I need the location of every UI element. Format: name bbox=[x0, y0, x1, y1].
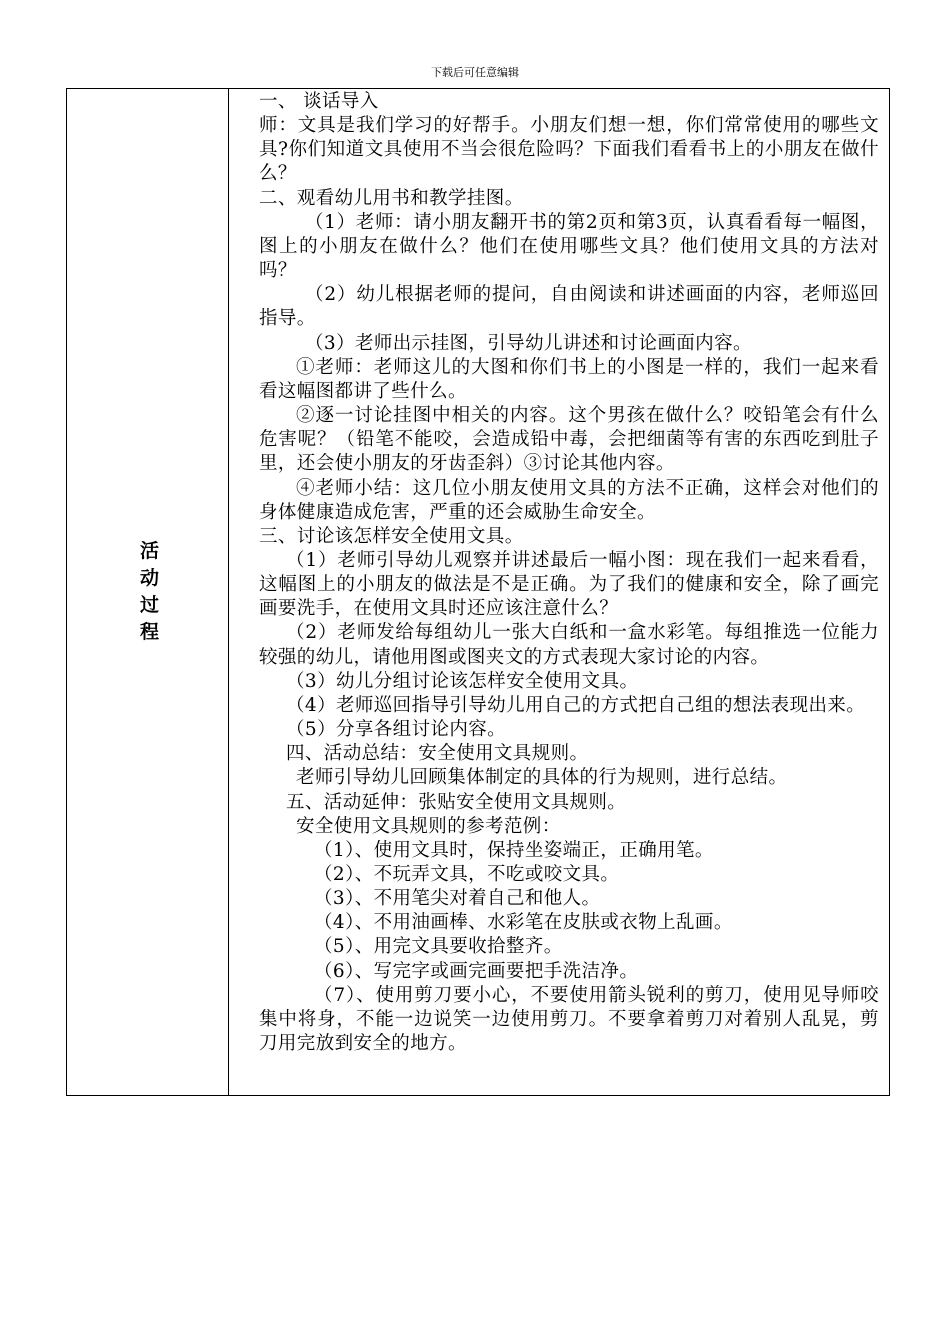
rule-item: （5）、用完文具要收拾整齐。 bbox=[314, 936, 563, 958]
paragraph: （3）老师出示挂图，引导幼儿讲述和讨论画面内容。 bbox=[305, 332, 752, 354]
paragraph: ②逐一讨论挂图中相关的内容。这个男孩在做什么？咬铅笔会有什么危害呢？（铅笔不能咬，会造成铅中毒，会把细菌等有害的东西吃到肚子里，还会使小朋友的牙齿歪斜）③讨论其他内容。 bbox=[259, 405, 879, 475]
row-label-activity-process: 活动过程 bbox=[139, 540, 159, 643]
content-cell bbox=[229, 89, 889, 1095]
rule-item: （4）、不用油画棒、水彩笔在皮肤或衣物上乱画。 bbox=[314, 912, 733, 934]
rule-item: （2）、不玩弄文具，不吃或咬文具。 bbox=[314, 864, 620, 885]
page-header: 下载后可任意编辑 bbox=[431, 66, 519, 79]
paragraph: ①老师：老师这儿的大图和你们书上的小图是一样的，我们一起来看看这幅图都讲了些什么。 bbox=[259, 356, 879, 402]
paragraph: ④老师小结：这几位小朋友使用文具的方法不正确，这样会对他们的身体健康造成危害，严重的还会威胁生命安全。 bbox=[259, 477, 879, 523]
paragraph: （1）老师：请小朋友翻开书的第2页和第3页，认真看看每一幅图，图上的小朋友在做什么？他们在使用哪些文具？他们使用文具的方法对吗？ bbox=[259, 211, 879, 282]
section-heading-1: 一、 谈话导入 bbox=[259, 91, 379, 112]
paragraph: 师：文具是我们学习的好帮手。小朋友们想一想，你们常常使用的哪些文具?你们知道文具使用不当会很危险吗？下面我们看看书上的小朋友在做什么？ bbox=[259, 115, 879, 185]
paragraph: 老师引导幼儿回顾集体制定的具体的行为规则，进行总结。 bbox=[296, 767, 788, 789]
paragraph: 安全使用文具规则的参考范例： bbox=[296, 815, 561, 837]
rule-item: （6）、写完字或画完画要把手洗洁净。 bbox=[314, 960, 639, 982]
rule-item: （7）、使用剪刀要小心，不要使用箭头锐利的剪刀，使用见导师咬集中将身，不能一边说笑一边使用剪刀。不要拿着剪刀对着别人乱晃，剪刀用完放到安全的地方。 bbox=[259, 984, 879, 1055]
paragraph: （1）老师引导幼儿观察并讲述最后一幅小图：现在我们一起来看看，这幅图上的小朋友的做法是不是正确。为了我们的健康和安全，除了画完画要洗手，在使用文具时还应该注意什么？ bbox=[259, 549, 879, 620]
activity-table bbox=[66, 88, 890, 1096]
paragraph: （4）老师巡回指导引导幼儿用自己的方式把自己组的想法表现出来。 bbox=[286, 694, 866, 716]
section-heading-5: 五、活动延伸：张贴安全使用文具规则。 bbox=[286, 791, 627, 813]
paragraph: （2）幼儿根据老师的提问，自由阅读和讲述画面的内容，老师巡回指导。 bbox=[259, 284, 879, 330]
section-heading-4: 四、活动总结：安全使用文具规则。 bbox=[286, 743, 589, 765]
label-cell bbox=[67, 89, 229, 1095]
section-heading-2: 二、观看幼儿用书和教学挂图。 bbox=[259, 187, 524, 209]
section-heading-3: 三、讨论该怎样安全使用文具。 bbox=[259, 525, 524, 547]
paragraph: （5）分享各组讨论内容。 bbox=[286, 719, 507, 741]
paragraph: （2）老师发给每组幼儿一张大白纸和一盒水彩笔。每组推选一位能力较强的幼儿，请他用图或图夹文的方式表现大家讨论的内容。 bbox=[259, 622, 879, 668]
rule-item: （1）、使用文具时，保持坐姿端正，正确用笔。 bbox=[314, 839, 714, 861]
rule-item: （3）、不用笔尖对着自己和他人。 bbox=[314, 888, 601, 910]
paragraph: （3）幼儿分组讨论该怎样安全使用文具。 bbox=[286, 670, 639, 692]
